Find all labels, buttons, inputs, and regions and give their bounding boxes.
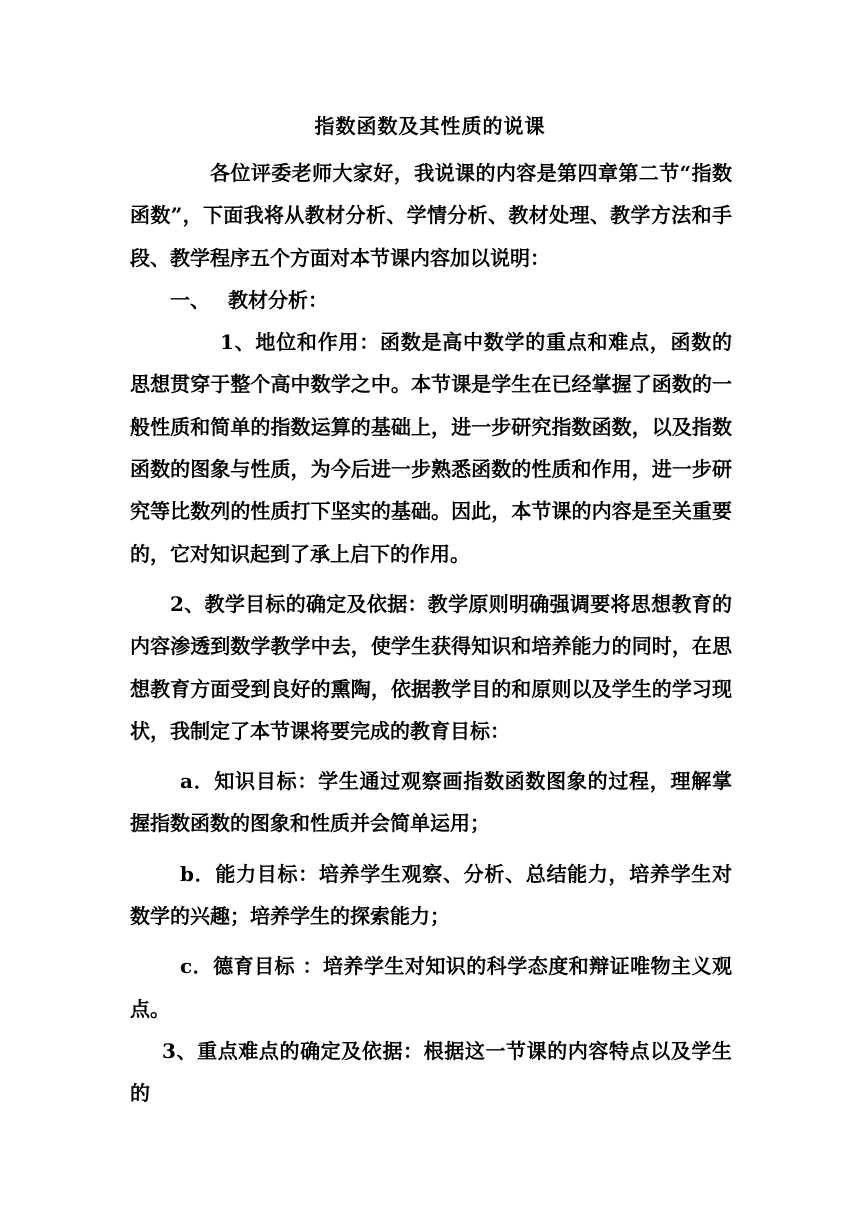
item-1-paragraph: 1、地位和作用：函数是高中数学的重点和难点，函数的思想贯穿于整个高中数学之中。本节课是学生在已经掌握了函数的一般性质和简单的指数运算的基础上，进一步研究指数函数，以及指数函数的图象与性质，为今后进一步熟悉函数的性质和作用，进一步研究等比数列的性质打下坚实的基础。因此，本节课的内容是至关重要的，它对知识起到了承上启下的作用。 — [130, 330, 732, 566]
section-number: 一、 — [170, 287, 210, 312]
intro-paragraph: 各位评委老师大家好，我说课的内容是第四章第二节“指数函数”，下面我将从教材分析、学情分析、教材处理、教学方法和手段、教学程序五个方面对本节课内容加以说明： — [130, 161, 732, 270]
page-title: 指数函数及其性质的说课 — [314, 114, 546, 138]
section-heading — [130, 279, 732, 321]
section-heading-text: 教材分析： — [228, 287, 328, 312]
item-3-paragraph: 3、重点难点的确定及依据：根据这一节课的内容特点以及学生的 — [130, 1038, 732, 1106]
goal-c-paragraph: c．德育目标 ：培养学生对知识的科学态度和辩证唯物主义观点。 — [130, 954, 732, 1021]
goal-b-paragraph: b．能力目标：培养学生观察、分析、总结能力，培养学生对数学的兴趣；培养学生的探索能力； — [130, 861, 732, 929]
goal-a-paragraph: a．知识目标：学生通过观察画指数函数图象的过程，理解掌握指数函数的图象和性质并会简单运用； — [130, 769, 732, 836]
document-body — [130, 152, 732, 1115]
item-2-paragraph: 2、教学目标的确定及依据：教学原则明确强调要将思想教育的内容渗透到数学教学中去，使学生获得知识和培养能力的同时，在思想教育方面受到良好的熏陶，依据教学目的和原则以及学生的学习现状，我制定了本节课将要完成的教育目标： — [130, 591, 732, 743]
